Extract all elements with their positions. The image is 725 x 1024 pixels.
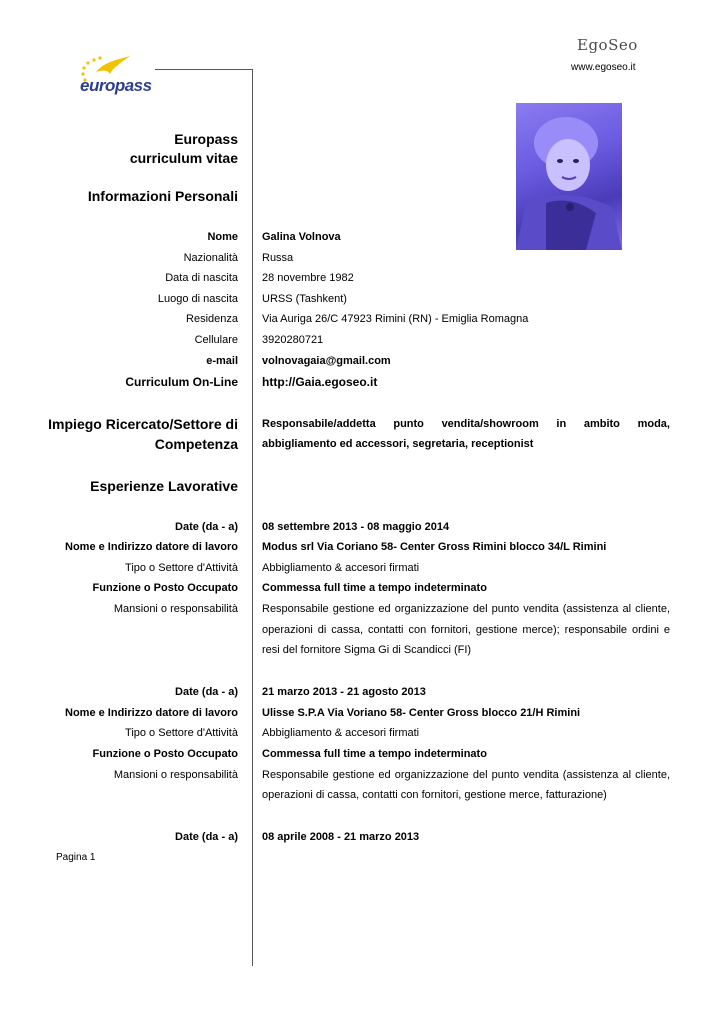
label-email: e-mail (206, 355, 238, 367)
header-divider (155, 69, 253, 70)
job-word: in (556, 418, 567, 430)
job-word: Responsabile/addetta (262, 418, 376, 430)
value-curriculum-online[interactable]: http://Gaia.egoseo.it (262, 375, 378, 389)
value-nazionalita: Russa (262, 252, 294, 264)
europass-logo (74, 52, 152, 96)
job-word: moda, (637, 418, 670, 430)
job-sought-line2: abbigliamento ed accessori, segretaria, receptionist (262, 438, 534, 450)
job-word: vendita/showroom (441, 418, 539, 430)
value-data-nascita: 28 novembre 1982 (262, 272, 354, 284)
label-cellulare: Cellulare (194, 334, 238, 346)
section-experience: Esperienze Lavorative (90, 478, 238, 494)
cv-title-line1: Europass (174, 131, 238, 147)
label-curriculum-online: Curriculum On-Line (125, 375, 238, 389)
entry2-sector: Abbigliamento & accesori firmati (262, 727, 420, 739)
entry1-duties-line1: Responsabile gestione ed organizzazione del punto vendita (assistenza al cliente, (262, 603, 670, 615)
entry2-employer: Ulisse S.P.A Via Voriano 58- Center Gross blocco 21/H Rimini (262, 707, 581, 719)
label-residenza: Residenza (186, 313, 238, 325)
label-employer: Nome e Indirizzo datore di lavoro (65, 541, 238, 553)
entry1-dates: 08 settembre 2013 - 08 maggio 2014 (262, 521, 450, 533)
label-role: Funzione o Posto Occupato (92, 582, 238, 594)
label-dates: Date (da - a) (175, 521, 238, 533)
label-dates: Date (da - a) (175, 831, 238, 843)
entry2-role: Commessa full time a tempo indeterminato (262, 748, 487, 760)
job-sought-line1 (262, 418, 670, 430)
label-sector: Tipo o Settore d'Attività (125, 727, 238, 739)
label-job-sought-line1: Impiego Ricercato/Settore di (48, 416, 238, 432)
label-luogo-nascita: Luogo di nascita (157, 293, 238, 305)
label-data-nascita: Data di nascita (165, 272, 238, 284)
entry1-role: Commessa full time a tempo indeterminato (262, 582, 487, 594)
entry1-duties-line2: operazioni di cassa, contatti con fornitori, gestione merce); responsabile ordini e (262, 624, 670, 636)
header-url[interactable]: www.egoseo.it (571, 62, 636, 73)
europass-logo-text: europass (80, 76, 152, 95)
label-duties: Mansioni o responsabilità (113, 769, 238, 781)
label-job-sought-line2: Competenza (154, 436, 238, 452)
label-nome: Nome (207, 231, 238, 243)
entry2-dates: 21 marzo 2013 - 21 agosto 2013 (262, 686, 426, 698)
entry3-dates: 08 aprile 2008 - 21 marzo 2013 (262, 831, 420, 843)
job-word: punto (393, 418, 424, 430)
column-divider (252, 69, 253, 966)
value-luogo-nascita: URSS (Tashkent) (262, 293, 347, 305)
page-number: Pagina 1 (56, 852, 96, 863)
cv-title-line2: curriculum vitae (129, 150, 238, 166)
job-word: ambito (583, 418, 620, 430)
label-role: Funzione o Posto Occupato (92, 748, 238, 760)
entry1-duties-line3: resi del fornitore Sigma Gi di Scandicci (FI) (262, 644, 472, 656)
label-nazionalita: Nazionalità (183, 252, 238, 264)
value-cellulare: 3920280721 (262, 334, 324, 346)
entry1-employer: Modus srl Via Coriano 58- Center Gross Rimini blocco 34/L Rimini (262, 541, 607, 553)
profile-photo (516, 103, 622, 250)
label-dates: Date (da - a) (175, 686, 238, 698)
label-duties: Mansioni o responsabilità (113, 603, 238, 615)
entry1-sector: Abbigliamento & accesori firmati (262, 562, 420, 574)
label-sector: Tipo o Settore d'Attività (125, 562, 238, 574)
value-residenza: Via Auriga 26/C 47923 Rimini (RN) - Emiglia Romagna (262, 313, 529, 325)
value-nome: Galina Volnova (262, 231, 341, 243)
egoseo-logo: EgoSeo (577, 36, 638, 54)
entry2-duties-line1: Responsabile gestione ed organizzazione del punto vendita (assistenza al cliente, (262, 769, 670, 781)
value-email[interactable]: volnovagaia@gmail.com (262, 355, 391, 367)
section-personal-info: Informazioni Personali (87, 188, 238, 204)
label-employer: Nome e Indirizzo datore di lavoro (65, 707, 238, 719)
entry2-duties-line2: operazioni di cassa, contatti con fornitori, gestione merce, fatturazione) (262, 789, 607, 801)
